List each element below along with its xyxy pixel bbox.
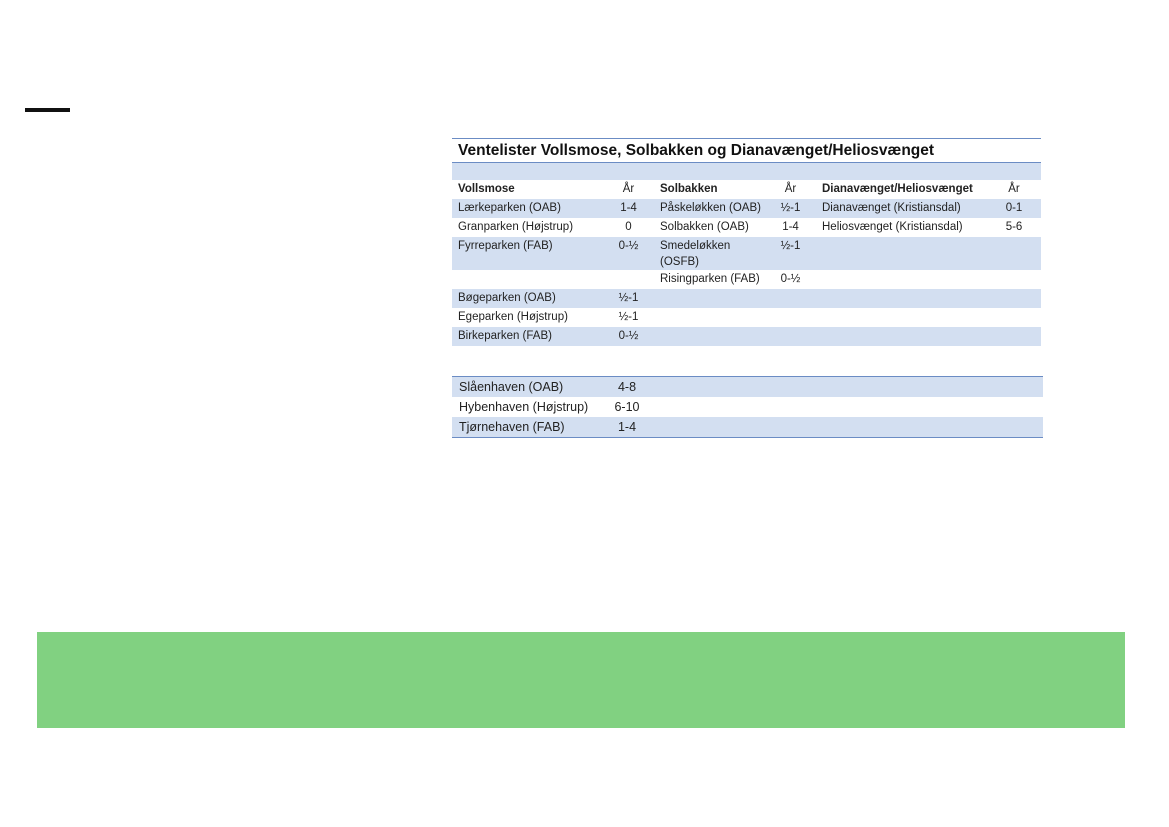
diana-cell: Dianavænget (Kristiansdal) xyxy=(816,199,987,218)
table-row xyxy=(452,327,1041,346)
vollsmose-years-cell xyxy=(603,270,654,289)
diana-years-cell xyxy=(987,237,1041,270)
diana-cell xyxy=(816,308,987,327)
haven-empty-cell xyxy=(649,417,1043,438)
haven-years-cell: 1-4 xyxy=(605,417,649,438)
header-diana-years: År xyxy=(1008,183,1020,195)
solbakken-years-cell: 0-½ xyxy=(780,273,801,285)
haven-empty-cell xyxy=(649,397,1043,417)
solbakken-years-cell: ½-1 xyxy=(765,237,816,270)
waitlist-grid xyxy=(452,180,1041,346)
vollsmose-years-cell: 0 xyxy=(625,221,632,233)
solbakken-cell xyxy=(654,327,765,346)
haven-name-cell: Tjørnehaven (FAB) xyxy=(452,417,605,438)
table-row xyxy=(452,270,1041,289)
diana-years-cell: 5-6 xyxy=(1005,221,1023,233)
header-vollsmose-years: År xyxy=(622,183,635,195)
table-gap xyxy=(452,346,1041,376)
diana-cell xyxy=(816,270,987,289)
table-row xyxy=(452,417,1043,438)
vollsmose-cell: Bøgeparken (OAB) xyxy=(452,289,603,308)
solbakken-years-cell: 1-4 xyxy=(782,221,799,233)
diana-years-cell xyxy=(987,270,1041,289)
vollsmose-cell: Egeparken (Højstrup) xyxy=(458,311,568,323)
header-solbakken: Solbakken xyxy=(660,183,718,195)
haven-name-cell: Hybenhaven (Højstrup) xyxy=(459,400,589,414)
waitlist-header-row xyxy=(452,180,1041,199)
vollsmose-cell: Fyrreparken (FAB) xyxy=(452,237,603,270)
title-dash-rule xyxy=(25,108,70,112)
solbakken-cell xyxy=(654,289,765,308)
table-row xyxy=(452,218,1041,237)
solbakken-years-cell: ½-1 xyxy=(765,199,816,218)
vollsmose-years-cell: ½-1 xyxy=(618,311,639,323)
waitlist-table xyxy=(452,138,1041,438)
table-row xyxy=(452,377,1043,398)
diana-years-cell xyxy=(987,289,1041,308)
vollsmose-cell xyxy=(452,270,603,289)
table-row xyxy=(452,289,1041,308)
solbakken-years-cell xyxy=(765,289,816,308)
diana-years-cell xyxy=(987,327,1041,346)
vollsmose-cell: Birkeparken (FAB) xyxy=(452,327,603,346)
header-spacer-band xyxy=(452,163,1041,180)
header-solbakken-years: År xyxy=(784,183,797,195)
solbakken-cell: Påskeløkken (OAB) xyxy=(654,199,765,218)
solbakken-cell xyxy=(654,308,765,327)
vollsmose-years-cell: ½-1 xyxy=(603,289,654,308)
diana-cell xyxy=(816,289,987,308)
footer-green-banner xyxy=(37,632,1125,728)
header-diana: Dianavænget/Heliosvænget xyxy=(822,183,973,195)
vollsmose-cell: Lærkeparken (OAB) xyxy=(452,199,603,218)
table-row xyxy=(452,237,1041,270)
header-vollsmose: Vollsmose xyxy=(458,183,515,195)
haven-name-cell: Slåenhaven (OAB) xyxy=(452,377,605,398)
solbakken-cell: Smedeløkken (OSFB) xyxy=(654,237,765,270)
solbakken-cell: Solbakken (OAB) xyxy=(660,221,749,233)
waitlist-title: Ventelister Vollsmose, Solbakken og Dianavænget/Heliosvænget xyxy=(452,138,1041,163)
solbakken-cell: Risingparken (FAB) xyxy=(660,273,760,285)
table-row xyxy=(452,308,1041,327)
vollsmose-years-cell: 1-4 xyxy=(603,199,654,218)
vollsmose-cell: Granparken (Højstrup) xyxy=(458,221,574,233)
diana-years-cell xyxy=(987,308,1041,327)
table-row xyxy=(452,199,1041,218)
haven-table xyxy=(452,376,1043,438)
table-row xyxy=(452,397,1043,417)
haven-years-cell: 4-8 xyxy=(605,377,649,398)
vollsmose-years-cell: 0-½ xyxy=(603,327,654,346)
diana-cell xyxy=(816,327,987,346)
diana-cell xyxy=(816,237,987,270)
haven-empty-cell xyxy=(649,377,1043,398)
solbakken-years-cell xyxy=(765,327,816,346)
haven-years-cell: 6-10 xyxy=(614,400,640,414)
diana-cell: Heliosvænget (Kristiansdal) xyxy=(822,221,963,233)
diana-years-cell: 0-1 xyxy=(987,199,1041,218)
solbakken-years-cell xyxy=(765,308,816,327)
vollsmose-years-cell: 0-½ xyxy=(603,237,654,270)
